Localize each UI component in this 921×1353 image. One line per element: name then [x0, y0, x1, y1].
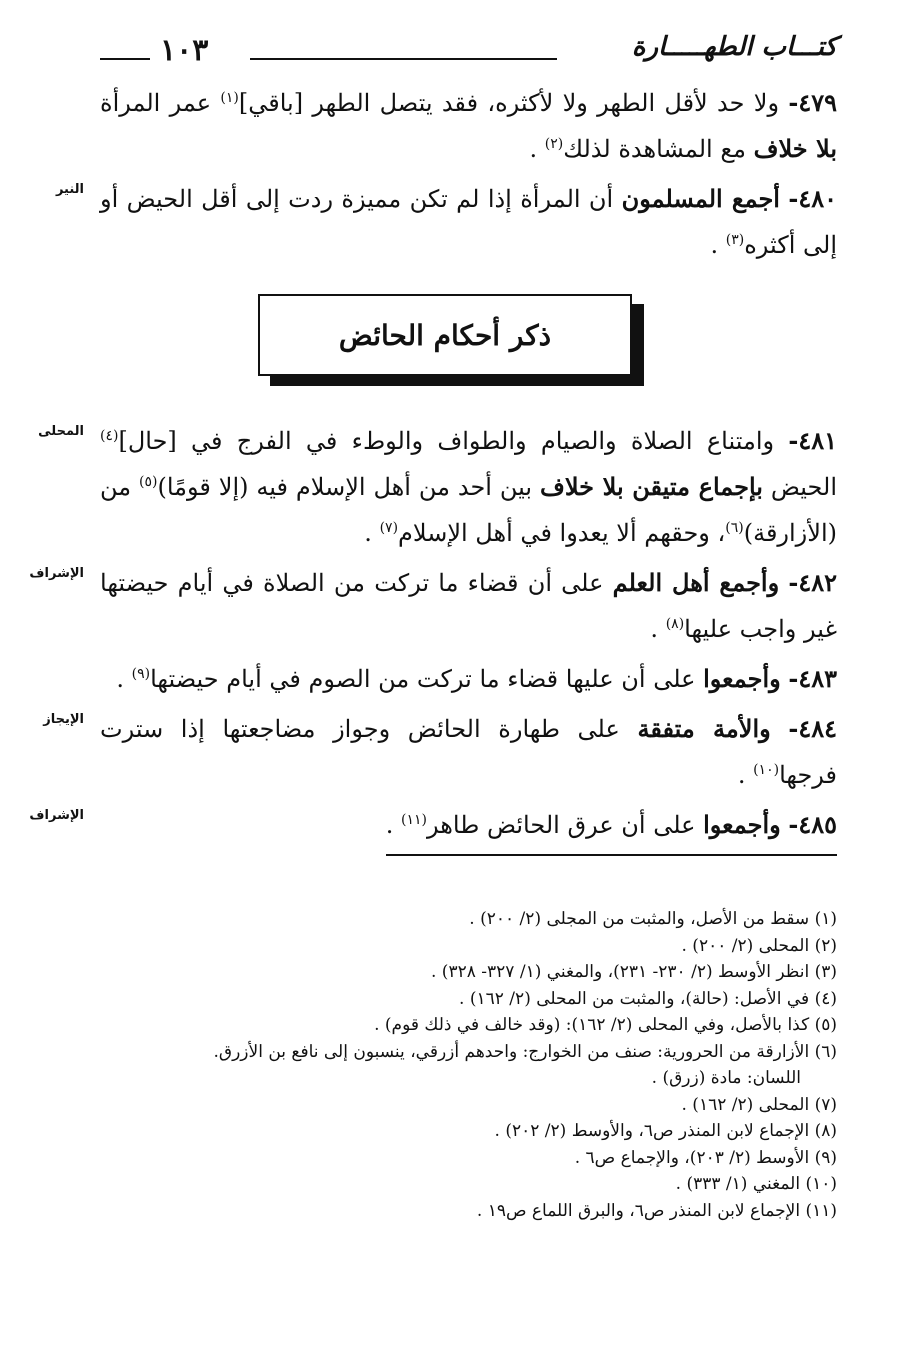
text-run: وامتناع الصلاة والصيام والطواف والوطء في الفرج في [حال] [118, 427, 789, 455]
paragraph-p483 [100, 656, 837, 702]
paragraph-number: ٤٨٤- [788, 714, 837, 743]
paragraph-number: ٤٨٣- [788, 664, 837, 693]
paragraph-last-line [386, 802, 837, 856]
section-heading: ذكر أحكام الحائض [258, 294, 632, 376]
text-run: مع المشاهدة لذلك [563, 135, 754, 163]
text-run: أن المرأة إذا لم تكن مميزة ردت إلى أقل الحيض أو إلى أكثره [100, 185, 837, 259]
page-header [100, 22, 837, 72]
text-run: من (الأزارقة) [100, 473, 837, 547]
running-title: كتـــاب الطهـــــارة [631, 32, 837, 62]
footnote-ref: (١٠) [753, 762, 780, 778]
bold-phrase: أجمع المسلمون [621, 184, 780, 213]
text-run: . [116, 665, 132, 693]
bold-phrase: بلا خلاف [753, 134, 837, 163]
bold-phrase: والأمة متفقة [637, 714, 771, 743]
text-run: ، وحقهم ألا يعدوا في أهل الإسلام [398, 519, 726, 547]
paragraphs-before-heading [55, 80, 837, 268]
text-run: بين أحد من أهل الإسلام فيه (إلا قومًا) [157, 473, 540, 501]
page-number: ١٠٣ [160, 33, 209, 68]
footnote: (٦) الأزارقة من الحرورية: صنف من الخوارج: واحدهم أزرقي، ينسبون إلى نافع بن الأزرق. [213, 1041, 837, 1062]
footnote-ref: (٣) [725, 232, 745, 248]
paragraph-p481 [38, 418, 838, 556]
footnote: (٨) الإجماع لابن المنذر ص٦، والأوسط (٢/ ٢٠٢) . [494, 1121, 837, 1141]
text-run: على أن قضاء ما تركت من الصلاة في أيام حيضتها غير واجب عليها [100, 569, 837, 643]
text-run: . [529, 135, 545, 163]
paragraph-p479 [100, 80, 837, 172]
footnote-ref: (٦) [725, 520, 744, 536]
paragraph-number: ٤٧٩- [788, 88, 837, 117]
footnote-ref: (١١) [401, 812, 428, 828]
footnote-ref: (٥) [139, 474, 158, 490]
footnote-ref: (٧) [379, 520, 399, 536]
paragraph-number: ٤٨١- [788, 426, 837, 455]
footnote: (٥) كذا بالأصل، وفي المحلى (٢/ ١٦٢): (وقد خالف في ذلك قوم) . [374, 1015, 837, 1035]
footnote-ref: (٨) [665, 616, 685, 632]
margin-source: الإشراف [29, 808, 84, 823]
header-rule-left [100, 58, 150, 60]
bold-phrase: وأجمع أهل العلم [612, 568, 780, 597]
bold-phrase: بإجماع متيقن بلا خلاف [539, 472, 763, 501]
text-run: على أن عليها قضاء ما تركت من الصوم في أيام حيضتها [150, 665, 704, 693]
footnote: (٤) في الأصل: (حالة)، والمثبت من المحلى (٢/ ١٦٢) . [459, 988, 837, 1009]
margin-source: المحلى [38, 424, 84, 439]
text-run: عمر المرأة [100, 89, 221, 117]
paragraph-p480 [55, 176, 837, 268]
text-run: على طهارة الحائض وجواز مضاجعتها إذا سترت فرجها [100, 715, 837, 789]
footnote-ref: (٩) [131, 666, 151, 682]
footnote: (٩) الأوسط (٢/ ٢٠٣)، والإجماع ص٦ . [574, 1147, 837, 1168]
margin-source: النير [55, 182, 84, 197]
text-run [779, 569, 788, 597]
paragraph-number: ٤٨٢- [788, 568, 837, 597]
footnote: (٢) المحلى (٢/ ٢٠٠) . [681, 935, 837, 956]
text-run: ولا حد لأقل الطهر ولا لأكثره، فقد يتصل الطهر [باقي] [238, 89, 789, 117]
bold-phrase: وأجمعوا [703, 664, 781, 693]
paragraph-number: ٤٨٥- [788, 810, 837, 839]
footnote-ref: (٢) [544, 136, 564, 152]
footnote: (١٠) المغني (١/ ٣٣٣) . [675, 1174, 837, 1194]
paragraphs-after-heading [29, 418, 838, 856]
text-run [771, 715, 789, 743]
footnote: (٣) انظر الأوسط (٢/ ٢٣٠- ٢٣١)، والمغني (١/ ٣٢٧- ٣٢٨) . [431, 962, 837, 982]
text-run: الحيض [763, 473, 838, 501]
paragraph-p485 [29, 802, 837, 856]
footnote: (١) سقط من الأصل، والمثبت من المجلى (٢/ ٢٠٠) . [469, 909, 837, 929]
text-run: . [385, 811, 402, 839]
footnote-ref: (٤) [100, 428, 119, 444]
main-text [29, 80, 838, 860]
section-heading-wrap [100, 286, 837, 396]
text-run: على أن عرق الحائض طاهر [427, 811, 704, 839]
text-run: . [364, 519, 380, 547]
footnote: (٧) المحلى (٢/ ١٦٢) . [681, 1094, 837, 1115]
header-rule-right [250, 58, 557, 60]
text-run: . [710, 231, 726, 259]
paragraph-number: ٤٨٠- [788, 184, 837, 213]
margin-source: الإيجاز [43, 712, 84, 727]
text-run: . [650, 615, 666, 643]
footnote: اللسان: مادة (زرق) . [651, 1068, 801, 1088]
paragraph-p484 [43, 706, 837, 798]
footnote-ref: (١) [220, 90, 239, 106]
text-run: . [737, 761, 754, 789]
footnote: (١١) الإجماع لابن المنذر ص٦، والبرق اللماع ص١٩ . [476, 1200, 837, 1221]
margin-source: الإشراف [29, 566, 84, 581]
paragraph-p482 [29, 560, 837, 652]
bold-phrase: وأجمعوا [703, 810, 781, 839]
footnotes [100, 906, 837, 1224]
